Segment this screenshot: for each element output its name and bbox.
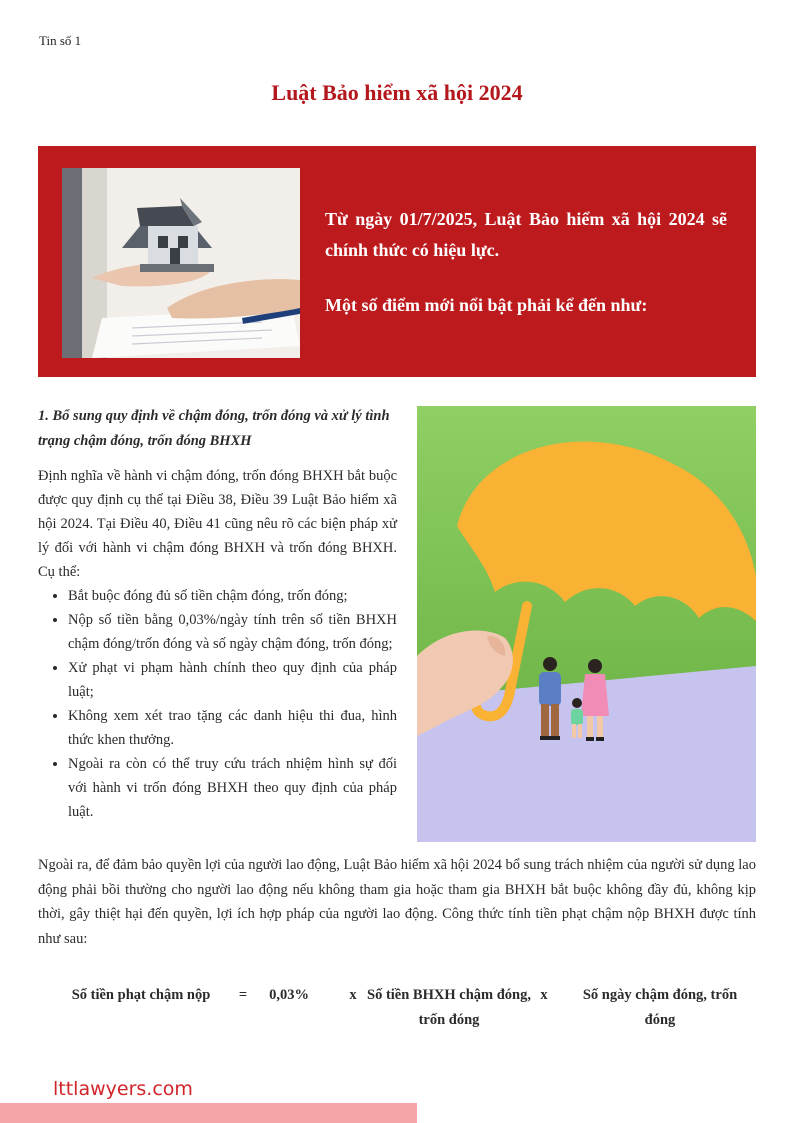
list-item: • Xử phạt vi phạm hành chính theo quy định của pháp luật; xyxy=(68,656,397,704)
formula-rate: 0,03% xyxy=(269,987,309,1003)
effective-date-text: Từ ngày 01/7/2025, Luật Bảo hiểm xã hội 2024 sẽ chính thức có hiệu lực. xyxy=(325,209,727,260)
list-item: • Nộp số tiền bằng 0,03%/ngày tính trên số tiền BHXH chậm đóng/trốn đóng và số ngày chậm đóng, trốn đóng; xyxy=(68,608,397,656)
highlights-lead: Một số điểm mới nổi bật phải kể đến như: xyxy=(325,295,648,315)
page-title: Luật Bảo hiểm xã hội 2024 xyxy=(271,80,523,105)
umbrella-illustration xyxy=(417,406,756,842)
intro-banner xyxy=(38,146,756,377)
footer-bar xyxy=(0,1103,417,1123)
formula-equals: = xyxy=(238,987,248,1003)
news-tag: Tin số 1 xyxy=(39,33,82,48)
footer-website-link[interactable]: lttlawyers.com xyxy=(53,1078,193,1100)
section-1-content xyxy=(38,404,397,824)
umbrella-family-photo xyxy=(417,406,756,842)
banner-text xyxy=(325,204,727,321)
formula-times-2: x xyxy=(540,987,548,1003)
formula-term-1: Số tiền BHXH chậm đóng, trốn đóng xyxy=(367,987,531,1028)
formula-times-1: x xyxy=(349,987,357,1003)
list-item: • Không xem xét trao tặng các danh hiệu thi đua, hình thức khen thưởng. xyxy=(68,704,397,752)
house-illustration xyxy=(62,168,300,358)
formula-term-2: Số ngày chậm đóng, trốn đóng xyxy=(582,987,738,1028)
employer-liability-paragraph: Ngoài ra, để đảm bảo quyền lợi của người lao động, Luật Bảo hiểm xã hội 2024 bổ sung trách nhiệm của người sử dụng lao động phải bồi thường cho người lao động nếu không tham gia hoặc tham gia BHXH bắt buộc không đầy đủ, không kịp thời, gây thiệt hại đến quyền, lợi ích hợp pháp của người lao động. Công thức tính tiền phạt chậm nộp BHXH được tính như sau: xyxy=(38,857,756,947)
section-1-title: 1. Bổ sung quy định về chậm đóng, trốn đóng và xử lý tình trạng chậm đóng, trốn đóng BHXH xyxy=(38,408,390,449)
penalty-list xyxy=(38,584,397,824)
house-in-hands-photo xyxy=(62,168,300,358)
section-1-intro: Định nghĩa về hành vi chậm đóng, trốn đóng BHXH bắt buộc được quy định cụ thể tại Điều 38, Điều 39 Luật Bảo hiểm xã hội 2024. Tại Điều 40, Điều 41 cũng nêu rõ các biện pháp xử lý đối với hành vi chậm đóng BHXH và trốn đóng BHXH. Cụ thể: xyxy=(38,468,397,580)
list-item: • Bắt buộc đóng đủ số tiền chậm đóng, trốn đóng; xyxy=(68,584,397,608)
list-item: • Ngoài ra còn có thể truy cứu trách nhiệm hình sự đối với hành vi trốn đóng BHXH theo quy định của pháp luật. xyxy=(68,752,397,824)
formula-lhs: Số tiền phạt chậm nộp xyxy=(71,987,211,1003)
